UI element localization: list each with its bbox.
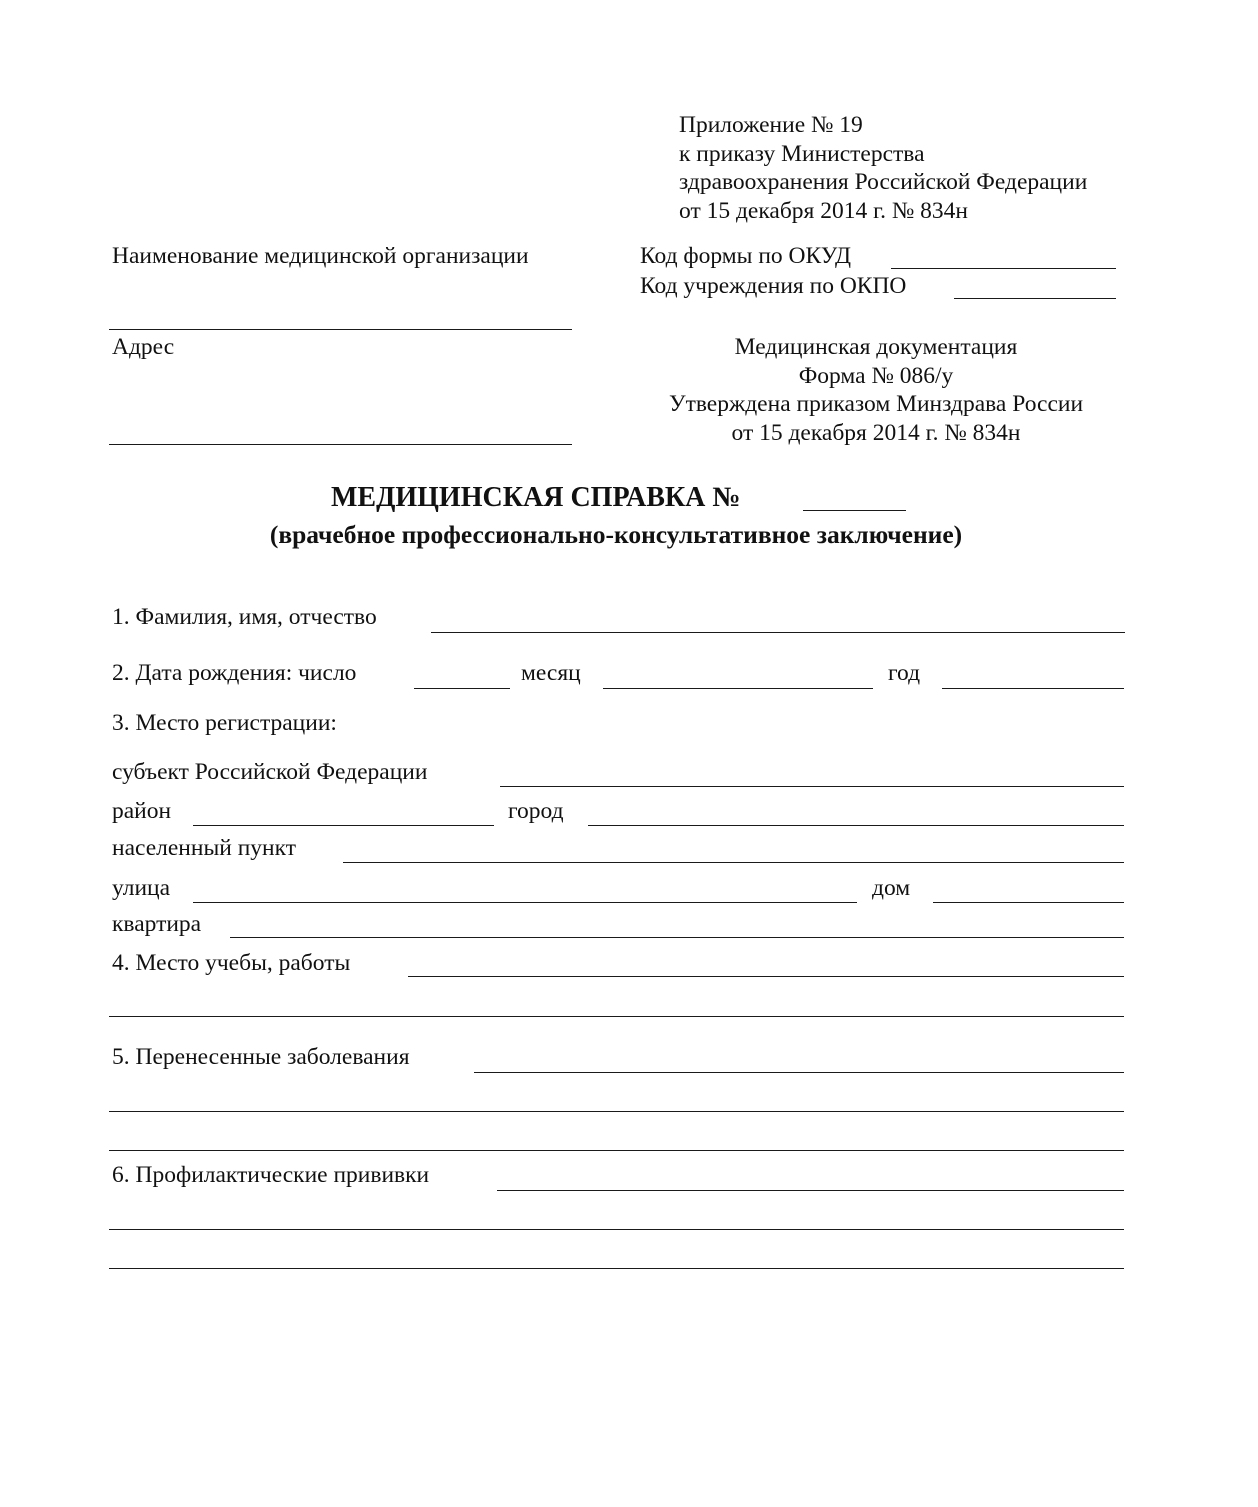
doc-info-line-2: Форма № 086/у: [798, 363, 954, 389]
diseases-line-2[interactable]: [109, 1111, 1124, 1112]
okpo-line[interactable]: [954, 298, 1116, 299]
diseases-line-1[interactable]: [474, 1072, 1124, 1073]
diseases-line-3[interactable]: [109, 1150, 1124, 1151]
dob-month-line[interactable]: [603, 688, 873, 689]
document-subtitle: (врачебное профессионально-консультативное заключение): [269, 520, 963, 549]
okud-line[interactable]: [891, 268, 1116, 269]
dob-year-line[interactable]: [942, 688, 1124, 689]
vaccinations-line-1[interactable]: [497, 1190, 1124, 1191]
okud-label: Код формы по ОКУД: [640, 243, 851, 269]
dob-year-label: год: [888, 660, 921, 686]
dob-day-label: 2. Дата рождения: число: [112, 660, 357, 686]
address-label: Адрес: [112, 334, 175, 360]
dob-month-label: месяц: [521, 660, 581, 686]
house-line[interactable]: [933, 902, 1124, 903]
diseases-label: 5. Перенесенные заболевания: [112, 1044, 410, 1070]
org-name-label: Наименование медицинской организации: [112, 243, 529, 269]
registration-label: 3. Место регистрации:: [112, 710, 337, 736]
city-line[interactable]: [588, 825, 1124, 826]
fio-line[interactable]: [431, 632, 1125, 633]
subject-line[interactable]: [500, 786, 1124, 787]
street-line[interactable]: [193, 902, 857, 903]
doc-info-line-4: от 15 декабря 2014 г. № 834н: [731, 420, 1021, 446]
doc-info-line-1: Медицинская документация: [734, 334, 1018, 360]
vaccinations-line-2[interactable]: [109, 1229, 1124, 1230]
work-line-1[interactable]: [408, 976, 1124, 977]
address-line[interactable]: [109, 444, 572, 445]
district-label: район: [112, 798, 172, 824]
vaccinations-label: 6. Профилактические прививки: [112, 1162, 430, 1188]
document-title: МЕДИЦИНСКАЯ СПРАВКА №: [331, 482, 741, 513]
street-label: улица: [112, 875, 171, 901]
appendix-line-1: Приложение № 19: [679, 112, 863, 138]
vaccinations-line-3[interactable]: [109, 1268, 1124, 1269]
appendix-line-2: к приказу Министерства: [679, 141, 925, 167]
city-label: город: [508, 798, 564, 824]
dob-day-line[interactable]: [414, 688, 510, 689]
subject-label: субъект Российской Федерации: [112, 759, 428, 785]
appendix-line-3: здравоохранения Российской Федерации: [679, 169, 1088, 195]
okpo-label: Код учреждения по ОКПО: [640, 273, 907, 299]
fio-label: 1. Фамилия, имя, отчество: [112, 604, 377, 630]
house-label: дом: [872, 875, 911, 901]
apartment-line[interactable]: [230, 937, 1124, 938]
appendix-line-4: от 15 декабря 2014 г. № 834н: [679, 198, 968, 224]
apartment-label: квартира: [112, 911, 202, 937]
district-line[interactable]: [193, 825, 494, 826]
locality-line[interactable]: [343, 862, 1124, 863]
locality-label: населенный пункт: [112, 835, 296, 861]
certificate-number-line[interactable]: [803, 510, 906, 511]
work-label: 4. Место учебы, работы: [112, 950, 351, 976]
doc-info-line-3: Утверждена приказом Минздрава России: [668, 391, 1084, 417]
work-line-2[interactable]: [109, 1016, 1124, 1017]
org-name-line[interactable]: [109, 329, 572, 330]
